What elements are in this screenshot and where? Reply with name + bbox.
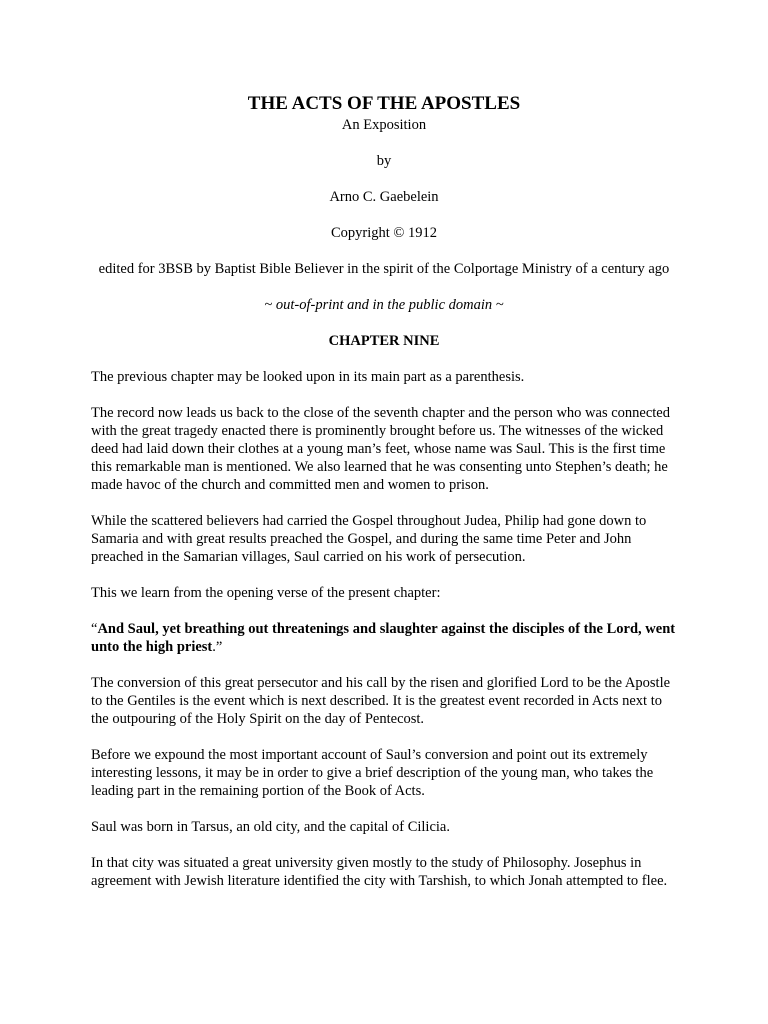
author-name: Arno C. Gaebelein <box>329 189 439 205</box>
paragraph-3: While the scattered believers had carried the Gospel throughout Judea, Philip had gone down to Samaria and with great results preached the Gospel, and during the same time Peter and John preached in the Samarian villages, Saul carried on his work of persecution. <box>91 513 647 565</box>
byline-word: by <box>376 153 392 169</box>
scripture-quote <box>91 620 677 656</box>
paragraph-7: Saul was born in Tarsus, an old city, and the capital of Cilicia. <box>91 819 450 835</box>
paragraph-6: Before we expound the most important account of Saul’s conversion and point out its extremely interesting lessons, it may be in order to give a brief description of the young man, who takes the leading part in the remaining portion of the Book of Acts. <box>91 747 654 799</box>
quote-close-mark: .” <box>212 639 223 655</box>
document-title: THE ACTS OF THE APOSTLES <box>247 93 521 114</box>
quote-text: And Saul, yet breathing out threatenings and slaughter against the disciples of the Lord, went unto the high priest <box>91 621 676 655</box>
paragraph-4: This we learn from the opening verse of the present chapter: <box>91 585 441 601</box>
public-domain-note: ~ out-of-print and in the public domain ~ <box>264 297 504 313</box>
paragraph-1: The previous chapter may be looked upon in its main part as a parenthesis. <box>91 369 525 385</box>
paragraph-8: In that city was situated a great university given mostly to the study of Philosophy. Josephus in agreement with Jewish literature identified the city with Tarshish, to which Jonah attempted to flee. <box>91 855 668 889</box>
paragraph-5: The conversion of this great persecutor and his call by the risen and glorified Lord to be the Apostle to the Gentiles is the event which is next described. It is the greatest event recorded in Acts next to the outpouring of the Holy Spirit on the day of Pentecost. <box>91 675 671 727</box>
edited-note: edited for 3BSB by Baptist Bible Believer in the spirit of the Colportage Ministry of a century ago <box>98 261 670 277</box>
paragraph-2: The record now leads us back to the close of the seventh chapter and the person who was connected with the great tragedy enacted there is prominently brought before us. The witnesses of the wicked deed had laid down their clothes at a young man’s feet, whose name was Saul. This is the first time this remarkable man is mentioned. We also learned that he was consenting unto Stephen’s death; he made havoc of the church and committed men and women to prison. <box>91 405 670 493</box>
chapter-heading: CHAPTER NINE <box>328 333 440 349</box>
document-page <box>91 93 677 890</box>
copyright-notice: Copyright © 1912 <box>330 225 438 241</box>
quote-open-mark: “ <box>91 621 98 637</box>
document-subtitle: An Exposition <box>341 117 427 133</box>
